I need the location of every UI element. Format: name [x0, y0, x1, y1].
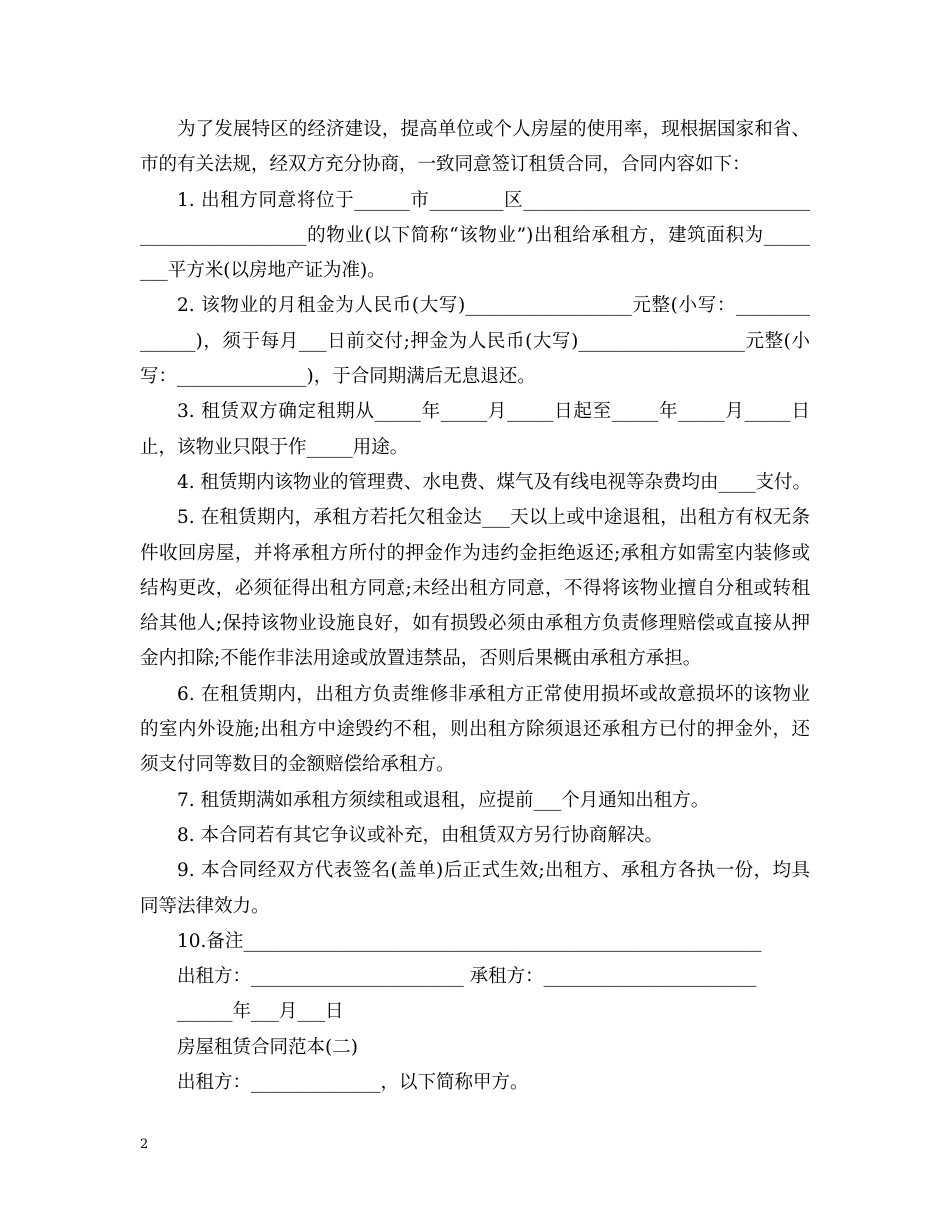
intro-line-2: 市的有关法规，经双方充分协商，一致同意签订租赁合同，合同内容如下： [140, 154, 751, 176]
clause-1 [140, 183, 810, 289]
clause-1-line-1: 1. 出租方同意将位于______市________区_______________________________ [177, 189, 810, 211]
clause-10-remarks [140, 924, 810, 959]
clause-2-line-1: 2. 该物业的月租金为人民币(大写)__________________元整(小写：________ [177, 295, 810, 317]
clause-3 [140, 394, 810, 465]
clause-2-line-2: ______)，须于每月___日前交付;押金为人民币(大写)__________________元整(小 [140, 330, 810, 352]
clause-3-line-2: 止，该物业只限于作_____用途。 [140, 436, 409, 458]
clause-4 [140, 465, 810, 500]
document-body [140, 112, 810, 1100]
clause-8 [140, 818, 810, 853]
date-line [140, 994, 810, 1029]
clause-1-line-3: ___平方米(以房地产证为准)。 [140, 260, 386, 282]
clause-7-line-1: 7. 租赁期满如承租方须续租或退租，应提前___个月通知出租方。 [177, 789, 710, 811]
remarks-line: 10.备注________________________________________________________ [177, 930, 762, 952]
clause-5-line-4: 给其他人;保持该物业设施良好，如有损毁必须由承租方负责修理赔偿或直接从押 [140, 613, 810, 635]
signature-line [140, 959, 810, 994]
clause-7 [140, 783, 810, 818]
clause-5 [140, 500, 810, 676]
clause-3-line-1: 3. 租赁双方确定租期从_____年_____月_____日起至_____年_____月_____日 [177, 401, 810, 423]
contract-title-2 [140, 1030, 810, 1065]
clause-5-line-3: 结构更改，必须征得出租方同意;未经出租方同意，不得将该物业擅自分租或转租 [140, 577, 810, 599]
clause-6-line-2: 的室内外设施;出租方中途毁约不租，则出租方除须退还承租方已付的押金外，还 [140, 719, 810, 741]
clause-5-line-5: 金内扣除;不能作非法用途或放置违禁品，否则后果概由承租方承担。 [140, 648, 702, 670]
clause-5-line-1: 5. 在租赁期内，承租方若托欠租金达___天以上或中途退租，出租方有权无条 [177, 507, 810, 529]
signature-fields: 出租方：_______________________ 承租方：_______________________ [177, 966, 757, 988]
clause-1-line-2: __________________的物业(以下简称“该物业”)出租给承租方，建筑面积为_____ [140, 224, 810, 246]
clause-2 [140, 288, 810, 394]
lessor-line [140, 1065, 810, 1100]
clause-9 [140, 853, 810, 924]
clause-8-line-1: 8. 本合同若有其它争议或补充，由租赁双方另行协商解决。 [177, 824, 664, 846]
clause-9-line-2: 同等法律效力。 [140, 895, 270, 917]
clause-2-line-3: 写：______________)，于合同期满后无息退还。 [140, 366, 536, 388]
intro-line-1: 为了发展特区的经济建设，提高单位或个人房屋的使用率，现根据国家和省、 [177, 119, 810, 140]
clause-6 [140, 677, 810, 783]
clause-6-line-1: 6. 在租赁期内，出租方负责维修非承租方正常使用损坏或故意损坏的该物业 [177, 683, 810, 705]
lessor-line-text: 出租方：______________，以下简称甲方。 [177, 1072, 529, 1094]
date-fields: ______年___月___日 [177, 1001, 344, 1023]
contract-title-2-text: 房屋租赁合同范本(二) [177, 1036, 358, 1058]
clause-6-line-3: 须支付同等数目的金额赔偿给承租方。 [140, 754, 455, 776]
clause-9-line-1: 9. 本合同经双方代表签名(盖单)后正式生效;出租方、承租方各执一份，均具 [177, 860, 810, 882]
intro-paragraph [140, 112, 810, 183]
clause-4-line-1: 4. 租赁期内该物业的管理费、水电费、煤气及有线电视等杂费均由____支付。 [177, 471, 812, 493]
page-number: 2 [140, 1137, 149, 1152]
clause-5-line-2: 件收回房屋，并将承租方所付的押金作为违约金拒绝返还;承租方如需室内装修或 [140, 542, 810, 564]
